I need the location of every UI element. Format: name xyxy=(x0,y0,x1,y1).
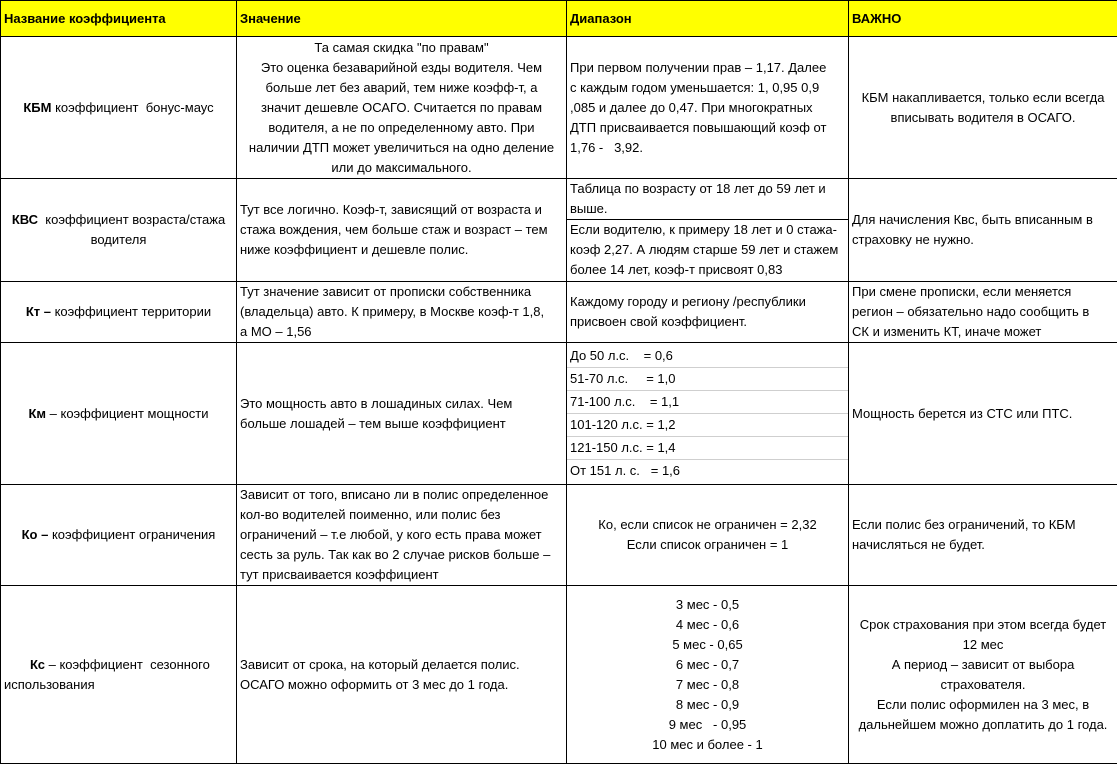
km-value-line: Это мощность авто в лошадиных силах. Чем xyxy=(240,394,563,414)
kvs-name-line: водителя xyxy=(4,230,233,250)
ko-important-line: Если полис без ограничений, то КБМ xyxy=(852,515,1114,535)
ko-range-line: Ко, если список не ограничен = 2,32 xyxy=(570,515,845,535)
ks-range-line: 9 мес - 0,95 xyxy=(570,715,845,735)
kt-code: Кт – xyxy=(26,304,51,319)
ko-value-cell xyxy=(237,485,567,586)
ko-name-cell xyxy=(1,485,237,586)
ks-name-line: – коэффициент сезонного xyxy=(45,657,210,672)
kbm-range-line: При первом получении прав – 1,17. Далее xyxy=(570,58,845,78)
kbm-range-cell xyxy=(567,37,849,179)
ko-range-cell xyxy=(567,485,849,586)
kvs-range-line: более 14 лет, коэф-т присвоят 0,83 xyxy=(570,260,845,280)
kvs-range-block xyxy=(567,220,848,280)
kbm-range-line: с каждым годом уменьшается: 1, 0,95 0,9 xyxy=(570,78,845,98)
kvs-value-line: стажа вождения, чем больше стаж и возраст – тем xyxy=(240,220,563,240)
ko-name: коэффициент ограничения xyxy=(48,527,215,542)
kt-range-cell xyxy=(567,282,849,343)
kbm-value-line: Та самая скидка "по правам" xyxy=(240,38,563,58)
kbm-name: коэффициент бонус-маус xyxy=(51,100,213,115)
kt-value-cell xyxy=(237,282,567,343)
kbm-value-line: Это оценка безаварийной езды водителя. Чем xyxy=(240,58,563,78)
km-range-item: От 151 л. с. = 1,6 xyxy=(567,460,848,482)
ks-name-cell xyxy=(1,586,237,764)
ko-important-cell xyxy=(849,485,1117,586)
ks-important-line: страхователя. xyxy=(852,675,1114,695)
ks-important-line: 12 мес xyxy=(852,635,1114,655)
km-range-item: 101-120 л.с. = 1,2 xyxy=(567,414,848,437)
row-kbm xyxy=(1,37,1117,179)
kt-important-line: При смене прописки, если меняется xyxy=(852,282,1114,302)
ko-range-line: Если список ограничен = 1 xyxy=(570,535,845,555)
ks-code: Кс xyxy=(30,657,45,672)
ks-important-line: дальнейшем можно доплатить до 1 года. xyxy=(852,715,1114,735)
kbm-value-line: больше лет без аварий, тем ниже коэфф-т, а xyxy=(240,78,563,98)
km-value-line: больше лошадей – тем выше коэффициент xyxy=(240,414,563,434)
km-value-cell xyxy=(237,343,567,485)
row-kt xyxy=(1,282,1117,343)
kbm-range-line: ,085 и далее до 0,47. При многократных xyxy=(570,98,845,118)
ko-value-line: кол-во водителей поименно, или полис без xyxy=(240,505,563,525)
ks-range-line: 4 мес - 0,6 xyxy=(570,615,845,635)
ks-range-line: 3 мес - 0,5 xyxy=(570,595,845,615)
row-ko xyxy=(1,485,1117,586)
ks-name-line: использования xyxy=(4,675,233,695)
kt-name-cell xyxy=(1,282,237,343)
row-kvs xyxy=(1,179,1117,282)
kbm-range-line: 1,76 - 3,92. xyxy=(570,138,845,158)
kbm-value-line: водителя, а не по определенному авто. При xyxy=(240,118,563,138)
kvs-range-line: Если водителю, к примеру 18 лет и 0 стажа- xyxy=(570,220,845,240)
kbm-important-line: вписывать водителя в ОСАГО. xyxy=(852,108,1114,128)
kbm-code: КБМ xyxy=(23,100,51,115)
kt-value-line: а МО – 1,56 xyxy=(240,322,563,342)
km-range-cell xyxy=(567,343,849,485)
kbm-important-line: КБМ накапливается, только если всегда xyxy=(852,88,1114,108)
row-ks xyxy=(1,586,1117,764)
kbm-value-line: наличии ДТП может увеличиться на одно деление xyxy=(240,138,563,158)
kbm-value-line: или до максимального. xyxy=(240,158,563,178)
kt-important-line: СК и изменить КТ, иначе может xyxy=(852,322,1114,342)
km-name-cell xyxy=(1,343,237,485)
kvs-important-line: Для начисления Квс, быть вписанным в xyxy=(852,210,1114,230)
kbm-value-cell xyxy=(237,37,567,179)
ko-value-line: тут присваивается коэффициент xyxy=(240,565,563,585)
ks-important-cell xyxy=(849,586,1117,764)
kvs-important-cell xyxy=(849,179,1117,282)
kt-important-line: регион – обязательно надо сообщить в xyxy=(852,302,1114,322)
ko-value-line: Зависит от того, вписано ли в полис определенное xyxy=(240,485,563,505)
ks-value-line: Зависит от срока, на который делается полис. xyxy=(240,655,563,675)
ks-range-line: 5 мес - 0,65 xyxy=(570,635,845,655)
ko-code: Ко – xyxy=(22,527,49,542)
km-name: – коэффициент мощности xyxy=(46,406,208,421)
ks-value-line: ОСАГО можно оформить от 3 мес до 1 года. xyxy=(240,675,563,695)
kbm-range-line: ДТП присваивается повышающий коэф от xyxy=(570,118,845,138)
ks-important-line: Если полис оформилен на 3 мес, в xyxy=(852,695,1114,715)
kt-important-cell xyxy=(849,282,1117,343)
kbm-value-line: значит дешевле ОСАГО. Считается по правам xyxy=(240,98,563,118)
ks-value-cell xyxy=(237,586,567,764)
header-value: Значение xyxy=(237,1,567,37)
kbm-name-cell xyxy=(1,37,237,179)
kvs-value-line: ниже коэффициент и дешевле полис. xyxy=(240,240,563,260)
kt-value-line: Тут значение зависит от прописки собственника xyxy=(240,282,563,302)
km-range-item: 51-70 л.с. = 1,0 xyxy=(567,368,848,391)
kbm-important-cell xyxy=(849,37,1117,179)
kvs-range-line: выше. xyxy=(570,199,845,219)
km-important-line: Мощность берется из СТС или ПТС. xyxy=(852,404,1114,424)
ks-range-line: 10 мес и более - 1 xyxy=(570,735,845,755)
kvs-value-cell xyxy=(237,179,567,282)
ks-range-line: 7 мес - 0,8 xyxy=(570,675,845,695)
km-code: Км xyxy=(28,406,46,421)
kvs-range-block xyxy=(567,179,848,220)
kvs-name-line: коэффициент возраста/стажа xyxy=(45,212,225,227)
kt-name: коэффициент территории xyxy=(51,304,211,319)
kvs-value-line: Тут все логично. Коэф-т, зависящий от возраста и xyxy=(240,200,563,220)
ko-value-line: сесть за руль. Так как во 2 случае рисков больше – xyxy=(240,545,563,565)
kvs-name-cell xyxy=(1,179,237,282)
row-km xyxy=(1,343,1117,485)
km-important-cell xyxy=(849,343,1117,485)
kt-value-line: (владельца) авто. К примеру, в Москве коэф-т 1,8, xyxy=(240,302,563,322)
ks-range-line: 6 мес - 0,7 xyxy=(570,655,845,675)
kt-range-line: присвоен свой коэффициент. xyxy=(570,312,845,332)
km-range-item: До 50 л.с. = 0,6 xyxy=(567,345,848,368)
kt-range-line: Каждому городу и региону /республики xyxy=(570,292,845,312)
ks-important-line: Срок страхования при этом всегда будет xyxy=(852,615,1114,635)
header-name: Название коэффициента xyxy=(1,1,237,37)
header-important: ВАЖНО xyxy=(849,1,1117,37)
ko-value-line: ограничений – т.е любой, у кого есть права может xyxy=(240,525,563,545)
ks-range-cell xyxy=(567,586,849,764)
ko-important-line: начисляться не будет. xyxy=(852,535,1114,555)
kvs-range-cell xyxy=(567,179,849,282)
ks-range-line: 8 мес - 0,9 xyxy=(570,695,845,715)
kvs-range-line: Таблица по возрасту от 18 лет до 59 лет и xyxy=(570,179,845,199)
kvs-important-line: страховку не нужно. xyxy=(852,230,1114,250)
km-range-item: 71-100 л.с. = 1,1 xyxy=(567,391,848,414)
ks-important-line: А период – зависит от выбора xyxy=(852,655,1114,675)
km-range-item: 121-150 л.с. = 1,4 xyxy=(567,437,848,460)
header-row xyxy=(1,1,1117,37)
kvs-range-line: коэф 2,27. А людям старше 59 лет и стажем xyxy=(570,240,845,260)
header-range: Диапазон xyxy=(567,1,849,37)
kvs-code: КВС xyxy=(12,212,38,227)
